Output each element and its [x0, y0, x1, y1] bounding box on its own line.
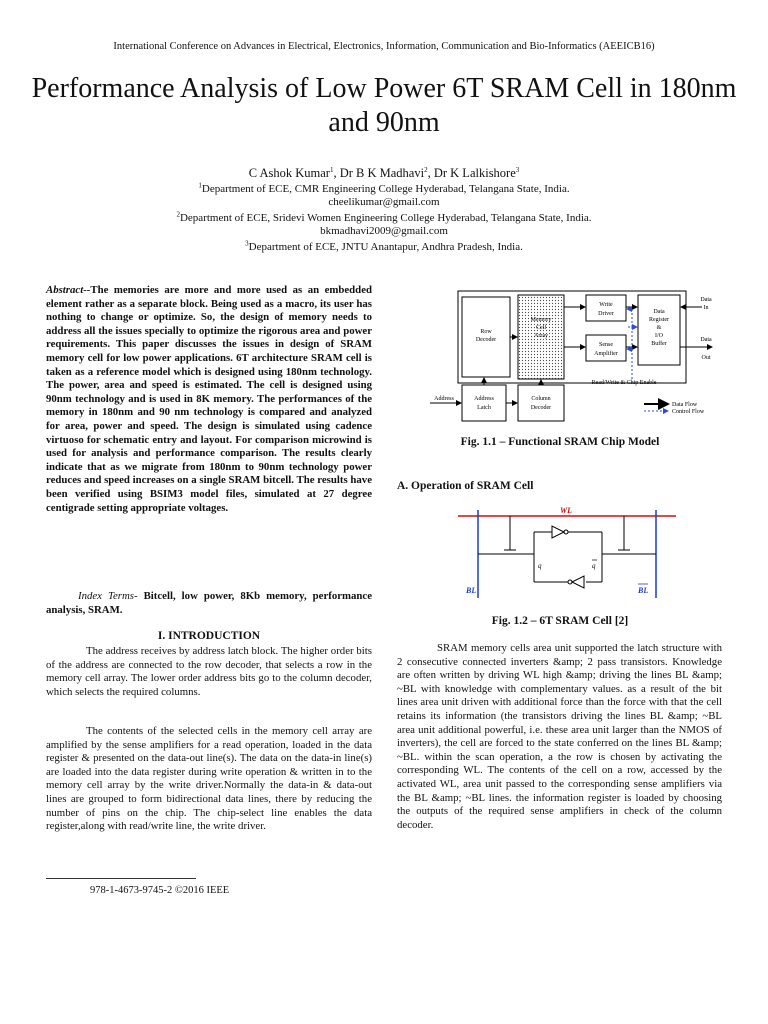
footnote-rule	[46, 878, 196, 879]
figure-sram-chip-model	[422, 287, 722, 427]
memory-array-label-2: Cell	[536, 325, 546, 331]
sense-amp-label-2: Amplifier	[594, 351, 618, 357]
data-reg-label-2: Register	[649, 317, 669, 323]
bl-label: BL	[466, 586, 477, 595]
paper-title: Performance Analysis of Low Power 6T SRAM Cell in 180nm and 90nm	[31, 73, 737, 138]
data-reg-label-3: &	[656, 325, 662, 331]
row-decoder-label-2: Decoder	[475, 337, 497, 343]
data-out-label-2: Out	[701, 355, 711, 361]
figure-1-caption: Fig. 1.1 – Functional SRAM Chip Model	[460, 436, 660, 448]
data-reg-label-4: I/O	[655, 333, 663, 339]
section-heading-introduction: I. INTRODUCTION	[157, 630, 261, 642]
index-terms-text: Bitcell, low power, 8Kb memory, performance analysis, SRAM.	[46, 590, 373, 616]
affiliation-1-email: cheelikumar@gmail.com	[328, 196, 440, 208]
intro-paragraph-1	[46, 645, 372, 699]
address-latch-label-2: Latch	[477, 405, 491, 411]
legend-control-label: Control Flow	[672, 409, 705, 415]
affiliation-1	[0, 183, 768, 209]
abstract-text: The memories are more and more used as an embedded element rather as a separate block. Being used as a macro, its user has nothing to change or optimize. So, the design of memory needs to address all the issues specially to optimize the rigorous area and power requirements. This paper discusses the issues in design of SRAM memory cell for low power applications. 6T architecture SRAM cell is taken as a reference model which is designed using 180nm technology. The power, area and speed is estimated. The cell is designed using 90nm technology and is used in 8K memory. The performances of the memory in 180nm and 90 nm technology is compared and analyzed for area, power and speed. The design is simulated using cadence virtuoso for schematic entry and layout. For comparison microwind is used for analysis and performance comparison. The results clearly indicate that as we migrate from 180nm to 90nm technology power reduces and speed increases on a single SRAM bitcell. The results have been verified using BSIM3 model files, simulated at 27 degree centigrade setting appropriate voltages.	[46, 284, 372, 514]
sram-operation-text: SRAM memory cells area unit supported the latch structure with 2 consecutive connected inverters &amp; 2 pass transistors. Knowledge are often written by driving WL high &amp; driving the lines BL &amp; ~BL with knowledge with complementary values. as a result of the bit lines area unit driven with additional force than the force with that the cell retains its information (the transistors driving the lines BL &amp; ~BL area unit additional powerful, i.e. these area unit larger than the NMOS of inverters), the cell are forced to the state conferred on the lines BL &amp; ~BL. within the scan operation, a the row is chosen by activating the corresponding WL. The contents of the cell on a row, accessed by the activated WL, area unit passed to the corresponding sense amplifiers via the BL &amp; ~BL lines. the information register is loaded by choosing the outputs of the required sense amplifiers in check of the column decoder.	[397, 642, 722, 831]
abstract	[46, 284, 372, 515]
write-driver-label-1: Write	[599, 302, 613, 308]
column-decoder-label-1: Column	[531, 396, 551, 402]
data-reg-label-1: Data	[653, 309, 665, 315]
index-terms-lead: Index Terms-	[78, 590, 138, 602]
sense-amp-label-1: Sense	[599, 342, 613, 348]
wl-label: WL	[560, 506, 572, 515]
wordline	[458, 506, 676, 516]
sram-operation-paragraph	[397, 642, 722, 832]
address-latch-label-1: Address	[474, 396, 494, 402]
affiliation-1-sup: 1	[198, 181, 202, 190]
figure-2-caption: Fig. 1.2 – 6T SRAM Cell [2]	[491, 615, 629, 627]
author-2: , Dr B K Madhavi	[333, 166, 425, 180]
author-1-sup: 1	[329, 165, 334, 174]
intro-p1-text: The address receives by address latch block. The higher order bits of the address are connected to the row decoder, that selects a row in the memory cell array. The lower order address bits go to the column decoder, which selects the required columns.	[46, 645, 372, 698]
write-driver-block	[586, 295, 626, 321]
address-latch-block	[462, 385, 506, 421]
author-2-sup: 2	[424, 165, 428, 174]
author-3-sup: 3	[515, 165, 520, 174]
data-in-label-2: In	[703, 305, 709, 311]
pass-transistors	[478, 516, 656, 554]
footer-copyright: 978-1-4673-9745-2 ©2016 IEEE	[90, 885, 230, 896]
affiliation-3	[0, 241, 768, 254]
conference-header: International Conference on Advances in Electrical, Electronics, Information, Communication and Bio-Informatics (AEEICB16)	[113, 41, 655, 52]
affiliation-2-sup: 2	[176, 210, 180, 219]
intro-p2-text: The contents of the selected cells in the memory cell array are amplified by the sense amplifiers for a read operation, loaded in the data register & presented on the data-out line(s). The data on the data-in line(s) are loaded into the data register during write operation & written in to the memory cell array by the write driver.Normally the data-in & data-out lines are grouped to form bidirectional data lines, there by reducing the number of pins on the chip. The chip-select line enables the data register,along with read/write line, the write driver.	[46, 725, 372, 833]
affiliation-2-text: Department of ECE, Sridevi Women Engineering College Hyderabad, Telangana State, India.	[179, 212, 592, 224]
index-terms	[46, 590, 372, 617]
memory-array-block	[518, 295, 564, 379]
data-reg-label-5: Buffer	[651, 341, 667, 347]
author-line	[0, 166, 768, 181]
author-3: , Dr K Lalkishore	[427, 166, 516, 180]
row-decoder-block	[462, 297, 510, 377]
memory-array-label-1: Memory	[530, 317, 552, 323]
qb-label: q	[592, 562, 596, 570]
affiliation-2	[0, 212, 768, 238]
data-out-label-1: Data	[700, 337, 712, 343]
legend-dataflow-label: Data Flow	[672, 402, 698, 408]
column-decoder-block	[518, 385, 564, 421]
blb-label: BL	[638, 586, 649, 595]
memory-array-label-3: Array	[534, 333, 548, 339]
affiliation-2-email: bkmadhavi2009@gmail.com	[320, 225, 448, 237]
affiliation-1-text: Department of ECE, CMR Engineering College Hyderabad, Telangana State, India.	[201, 183, 570, 195]
subsection-heading-a: A. Operation of SRAM Cell	[397, 480, 534, 492]
address-input-label: Address	[434, 396, 454, 402]
write-driver-label-2: Driver	[598, 311, 614, 317]
rw-enable-label: Read/Write & Chip Enable	[591, 380, 657, 386]
cross-coupled-inverters	[534, 526, 602, 588]
fig1-legend	[644, 402, 705, 415]
data-register-block	[638, 295, 680, 365]
affiliation-3-text: Department of ECE, JNTU Anantapur, Andhra Pradesh, India.	[248, 241, 523, 253]
affiliation-3-sup: 3	[245, 239, 249, 248]
column-decoder-label-2: Decoder	[530, 405, 552, 411]
intro-paragraph-2	[46, 725, 372, 834]
abstract-lead: Abstract--	[46, 284, 91, 296]
row-decoder-label-1: Row	[480, 329, 492, 335]
data-in-label-1: Data	[700, 297, 712, 303]
author-1: C Ashok Kumar	[248, 166, 330, 180]
q-label: q	[538, 562, 542, 570]
figure-6t-sram-cell	[452, 502, 682, 606]
sense-amplifier-block	[586, 335, 626, 361]
